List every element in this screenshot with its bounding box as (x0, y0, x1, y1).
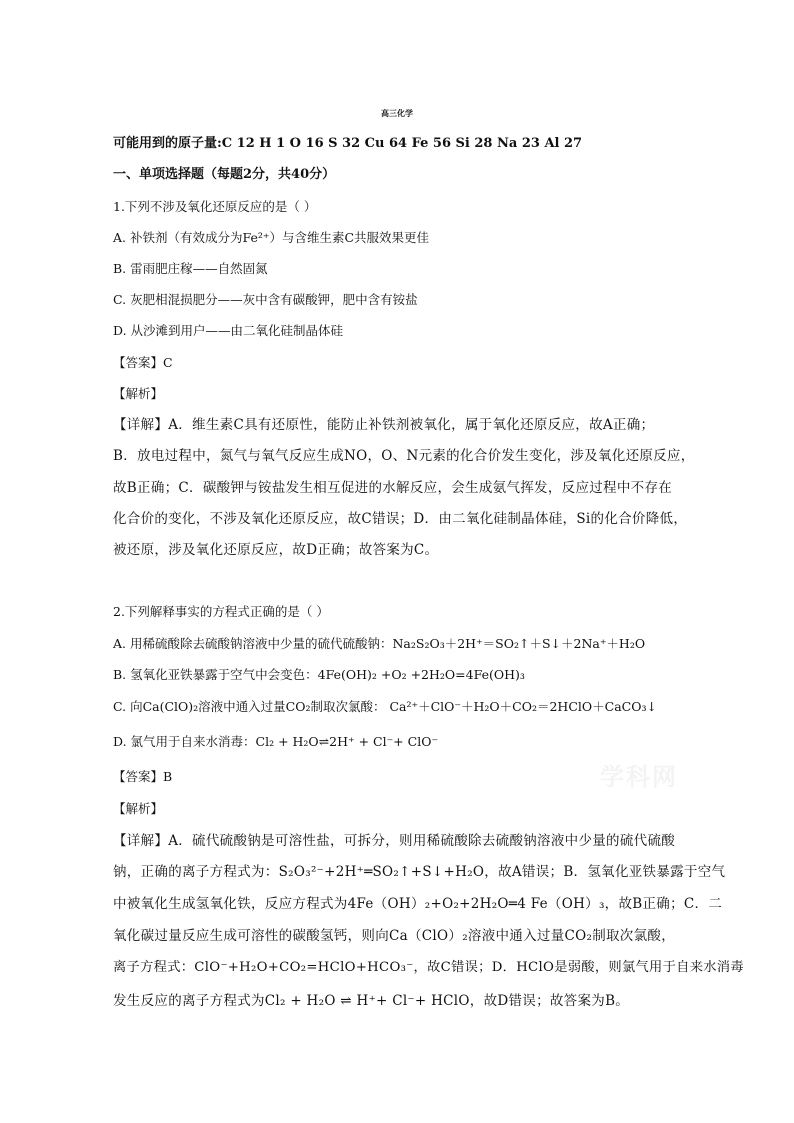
q2-analysis-line-6: 发生反应的离子方程式为Cl₂ + H₂O ⇌ H⁺+ Cl⁻+ HClO，故D错误；故答案为B。 (113, 993, 630, 1009)
q2-analysis-line-3: 中被氧化生成氢氧化铁，反应方程式为4Fe（OH）₂+O₂+2H₂O═4 Fe（OH）₃，故B正确；C．二 (113, 896, 723, 912)
q1-analysis-line-4: 化合价的变化，不涉及氧化还原反应，故C错误；D．由二氧化硅制晶体硅，Si的化合价降低， (113, 511, 688, 527)
q1-option-a: A. 补铁剂（有效成分为Fe²⁺）与含维生素C共服效果更佳 (113, 230, 430, 245)
watermark-logo: 学科网 (600, 763, 678, 791)
q1-option-d: D. 从沙滩到用户——由二氧化硅制晶体硅 (113, 323, 344, 338)
q1-option-b: B. 雷雨肥庄稼——自然固氮 (113, 261, 268, 276)
q1-analysis-line-1: 【详解】A．维生素C具有还原性，能防止补铁剂被氧化，属于氧化还原反应，故A正确； (113, 417, 655, 433)
q1-analysis-label: 【解析】 (113, 386, 164, 401)
q1-analysis-line-2: B．放电过程中，氮气与氧气反应生成NO，O、N元素的化合价发生变化，涉及氧化还原反应， (113, 448, 695, 464)
q1-analysis-line-5: 被还原，涉及氧化还原反应，故D正确；故答案为C。 (113, 542, 439, 558)
q2-answer: 【答案】B (113, 769, 173, 784)
q1-option-c: C. 灰肥相混损肥分——灰中含有碳酸钾，肥中含有铵盐 (113, 292, 418, 307)
q2-analysis-line-2: 钠，正确的离子方程式为：S₂O₃²⁻+2H⁺═SO₂↑+S↓+H₂O，故A错误；B．氢氧化亚铁暴露于空气 (113, 864, 726, 880)
atomic-mass-line: 可能用到的原子量:C 12 H 1 O 16 S 32 Cu 64 Fe 56 Si 28 Na 23 Al 27 (113, 136, 583, 151)
q2-analysis-label: 【解析】 (113, 801, 164, 816)
q2-analysis-line-5: 离子方程式：ClO⁻+H₂O+CO₂=HClO+HCO₃⁻，故C错误；D．HClO是弱酸，则氯气用于自来水消毒 (113, 960, 744, 975)
q2-stem: 2.下列解释事实的方程式正确的是（ ） (113, 604, 329, 619)
q2-analysis-line-1: 【详解】A．硫代硫酸钠是可溶性盐，可拆分，则用稀硫酸除去硫酸钠溶液中少量的硫代硫酸 (113, 833, 676, 849)
q1-stem: 1.下列不涉及氧化还原反应的是（ ） (113, 199, 317, 214)
q2-option-b: B. 氢氧化亚铁暴露于空气中会变色：4Fe(OH)₂ +O₂ +2H₂O=4Fe(OH)₃ (113, 667, 525, 682)
document-title: 高三化学 (381, 108, 413, 118)
q2-option-a: A. 用稀硫酸除去硫酸钠溶液中少量的硫代硫酸钠：Na₂S₂O₃＋2H⁺＝SO₂↑＋S↓＋2Na⁺＋H₂O (113, 636, 646, 651)
q1-answer: 【答案】C (113, 355, 173, 370)
q2-option-c: C. 向Ca(ClO)₂溶液中通入过量CO₂制取次氯酸： Ca²⁺＋ClO⁻＋H₂O＋CO₂＝2HClO＋CaCO₃↓ (113, 699, 657, 714)
section-heading: 一、单项选择题（每题2分，共40分） (113, 167, 336, 182)
q2-analysis-line-4: 氧化碳过量反应生成可溶性的碳酸氢钙，则向Ca（ClO）₂溶液中通入过量CO₂制取次氯酸， (113, 928, 676, 944)
q2-option-d: D. 氯气用于自来水消毒：Cl₂ + H₂O⇌2H⁺ + Cl⁻+ ClO⁻ (113, 734, 439, 749)
q1-analysis-line-3: 故B正确；C．碳酸钾与铵盐发生相互促进的水解反应，会生成氨气挥发，反应过程中不存在 (113, 480, 673, 496)
